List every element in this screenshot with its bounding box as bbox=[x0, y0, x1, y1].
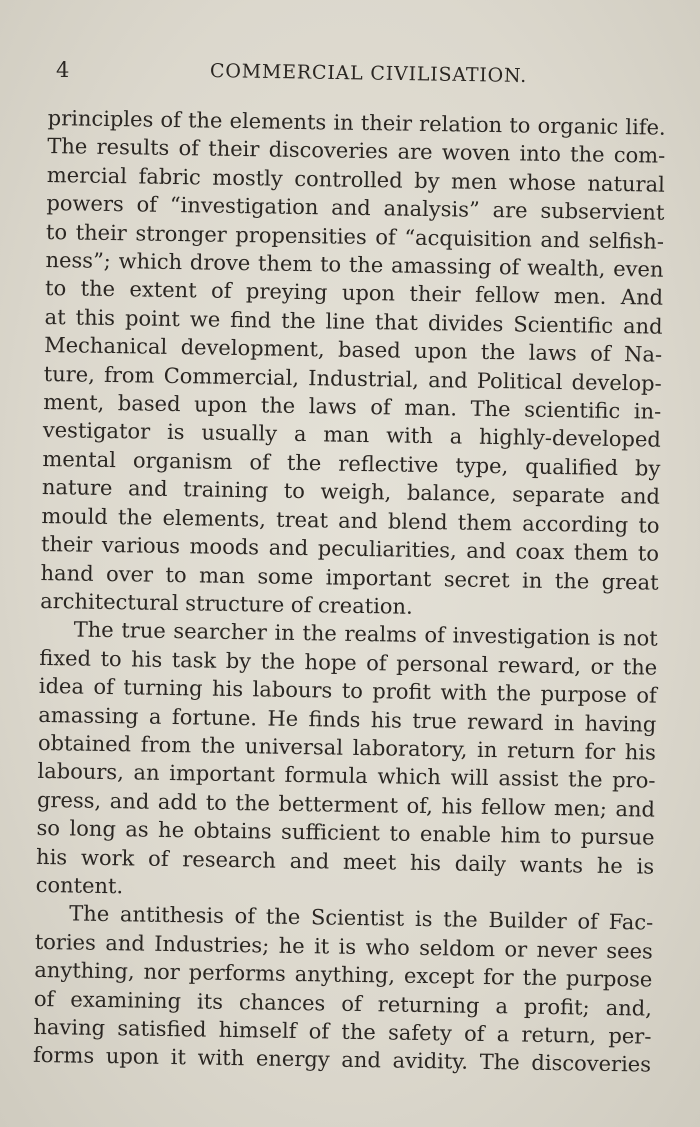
text-line: powers of “investigation and analysis” are subservient bbox=[46, 191, 665, 225]
text-line: ture, from Commercial, Industrial, and Political develop- bbox=[43, 361, 662, 396]
page-number: 4 bbox=[56, 58, 70, 82]
paragraph-start-line: The true searcher in the realms of investigation is not bbox=[73, 617, 658, 651]
text-line: hand over to man some important secret in the great bbox=[40, 560, 659, 595]
text-line: forms upon it with energy and avidity. The discoveries bbox=[32, 1043, 652, 1077]
text-line: mercial fabric mostly controlled by men whose natural bbox=[46, 162, 666, 197]
text-line: labours, an important formula which will assist the pro- bbox=[37, 759, 656, 793]
text-line: obtained from the universal laboratory, in return for his bbox=[37, 730, 657, 765]
text-line: content. bbox=[35, 872, 124, 899]
text-line: idea of turning his labours to profit with the purpose of bbox=[38, 674, 657, 708]
text-line: nature and training to weigh, balance, separate and bbox=[41, 475, 661, 509]
text-line: anything, nor performs anything, except for the purpose bbox=[34, 958, 653, 992]
paragraph-start-line: The antithesis of the Scientist is the Builder of Fac- bbox=[69, 901, 654, 935]
body-text bbox=[33, 104, 666, 1079]
text-line: ment, based upon the laws of man. The scientific in- bbox=[43, 390, 662, 424]
text-line: The results of their discoveries are woven into the com- bbox=[47, 134, 666, 169]
text-line: vestigator is usually a man with a highly-developed bbox=[42, 418, 661, 453]
text-line: ness”; which drove them to the amassing of wealth, even bbox=[45, 248, 664, 282]
text-line: of examining its chances of returning a profit; and, bbox=[33, 986, 653, 1021]
text-line: principles of the elements in their relation to organic life. bbox=[47, 105, 666, 140]
text-line: amassing a fortune. He finds his true reward in having bbox=[38, 702, 657, 737]
running-title: COMMERCIAL CIVILISATION. bbox=[209, 60, 528, 87]
page-header bbox=[0, 58, 700, 88]
text-line: to the extent of preying upon their fellow men. And bbox=[44, 276, 664, 311]
text-line: having satisfied himself of the safety of a return, per- bbox=[33, 1014, 652, 1049]
text-line: mould the elements, treat and blend them according to bbox=[41, 503, 660, 538]
text-line: their various moods and peculiarities, and coax them to bbox=[40, 532, 660, 566]
text-line: his work of research and meet his daily wants he is bbox=[35, 844, 655, 879]
text-line: architectural structure of creation. bbox=[40, 588, 413, 619]
text-line: at this point we find the line that divides Scientific and bbox=[44, 304, 663, 339]
text-line: so long as he obtains sufficient to enable him to pursue bbox=[36, 816, 655, 850]
text-line: tories and Industries; he it is who seldom or never sees bbox=[34, 929, 653, 964]
text-line: mental organism of the reflective type, qualified by bbox=[42, 446, 661, 481]
text-line: fixed to his task by the hope of personal reward, or the bbox=[39, 645, 658, 680]
text-line: Mechanical development, based upon the laws of Na- bbox=[44, 333, 663, 367]
text-line: to their stronger propensities of “acquisition and selfish- bbox=[45, 219, 665, 254]
text-line: gress, and add to the betterment of, his fellow men; and bbox=[36, 787, 656, 822]
